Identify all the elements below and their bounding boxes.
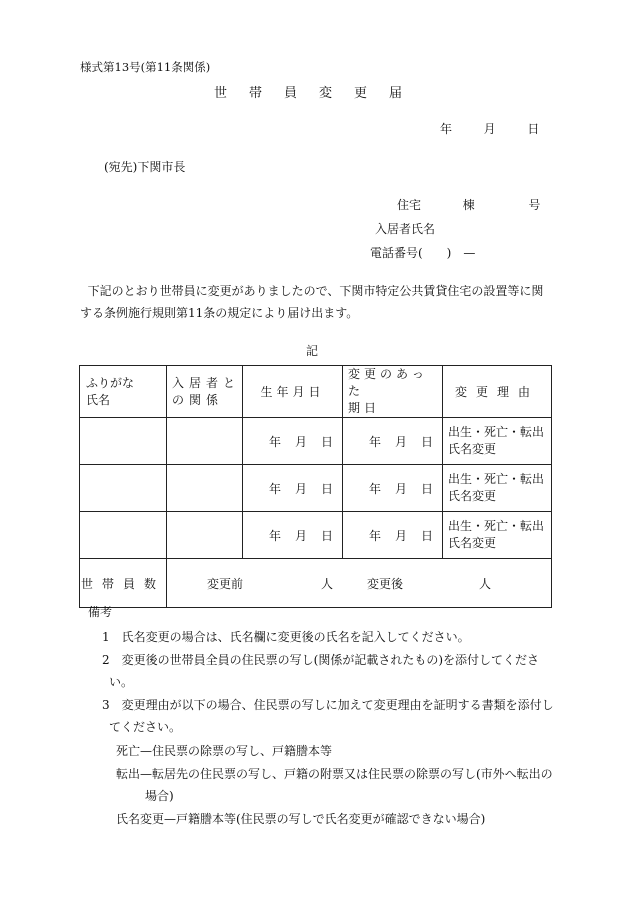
header-shimei: 氏名 [86, 392, 111, 407]
month-label: 月 [483, 122, 496, 136]
note-item: 転出—転居先の住民票の写し、戸籍の附票又は住民票の除票の写し(市外へ転出の [116, 767, 553, 781]
note-item: 2 変更後の世帯員全員の住民票の写し(関係が記載されたもの)を添付してくださ [102, 653, 540, 667]
note-item: てください。 [109, 720, 182, 734]
name-cell[interactable] [80, 418, 167, 465]
reason-cell[interactable]: 出生・死亡・転出 氏名変更 [443, 512, 552, 559]
housing-label: 住宅 [397, 198, 422, 212]
relation-cell[interactable] [167, 465, 243, 512]
room-label: 号 [528, 198, 541, 212]
relation-cell[interactable] [167, 418, 243, 465]
table-row [80, 465, 552, 512]
resident-name-label: 入居者氏名 [375, 222, 436, 236]
body-text: 下記のとおり世帯員に変更がありましたので、下関市特定公共賃貸住宅の設置等に関する条例施行規則第11条の規定により届け出ます。 [80, 284, 544, 320]
change-date-cell[interactable]: 年 月 日 [343, 418, 443, 465]
household-count-row [80, 559, 552, 608]
before-label: 変更前 [207, 576, 244, 591]
table-row [80, 418, 552, 465]
notes-heading: 備考 [88, 605, 113, 619]
form-number: 様式第13号(第11条関係) [80, 60, 211, 74]
header-name [80, 366, 167, 418]
household-count-label: 世帯員数 [80, 559, 167, 608]
date-line [440, 120, 539, 137]
table-row [80, 512, 552, 559]
header-row [80, 366, 552, 418]
year-label: 年 [440, 122, 453, 136]
birth-cell[interactable]: 年 月 日 [243, 512, 343, 559]
addressee: (宛先)下関市長 [104, 160, 186, 174]
note-item: 氏名変更—戸籍謄本等(住民票の写しで氏名変更が確認できない場合) [116, 812, 486, 826]
before-unit: 人 [321, 576, 334, 591]
note-item: い。 [109, 675, 134, 689]
change-table [79, 365, 552, 608]
birth-cell[interactable]: 年 月 日 [243, 418, 343, 465]
phone-label: 電話番号( ) — [370, 246, 476, 260]
name-cell[interactable] [80, 512, 167, 559]
note-item: 場合) [145, 789, 174, 803]
reason-cell[interactable]: 出生・死亡・転出 氏名変更 [443, 465, 552, 512]
header-relation: 入居者と の関係 [167, 366, 243, 418]
header-birth: 生年月日 [243, 366, 343, 418]
household-count-values[interactable] [167, 559, 552, 608]
birth-cell[interactable]: 年 月 日 [243, 465, 343, 512]
reason-cell[interactable]: 出生・死亡・転出 氏名変更 [443, 418, 552, 465]
header-reason: 変更理由 [443, 366, 552, 418]
building-label: 棟 [462, 198, 475, 212]
form-title: 世帯員変更届 [213, 86, 424, 101]
header-furigana: ふりがな [86, 375, 135, 390]
day-label: 日 [527, 122, 540, 136]
housing-line [397, 196, 540, 213]
note-item: 3 変更理由が以下の場合、住民票の写しに加えて変更理由を証明する書類を添付し [102, 698, 554, 712]
change-date-cell[interactable]: 年 月 日 [343, 465, 443, 512]
change-date-cell[interactable]: 年 月 日 [343, 512, 443, 559]
after-label: 変更後 [367, 576, 404, 591]
header-change-date: 変更のあった 期日 [343, 366, 443, 418]
name-cell[interactable] [80, 465, 167, 512]
note-item: 死亡—住民票の除票の写し、戸籍謄本等 [116, 744, 333, 758]
note-item: 1 氏名変更の場合は、氏名欄に変更後の氏名を記入してください。 [102, 630, 470, 644]
ki-label: 記 [306, 344, 319, 358]
relation-cell[interactable] [167, 512, 243, 559]
after-unit: 人 [479, 576, 492, 591]
